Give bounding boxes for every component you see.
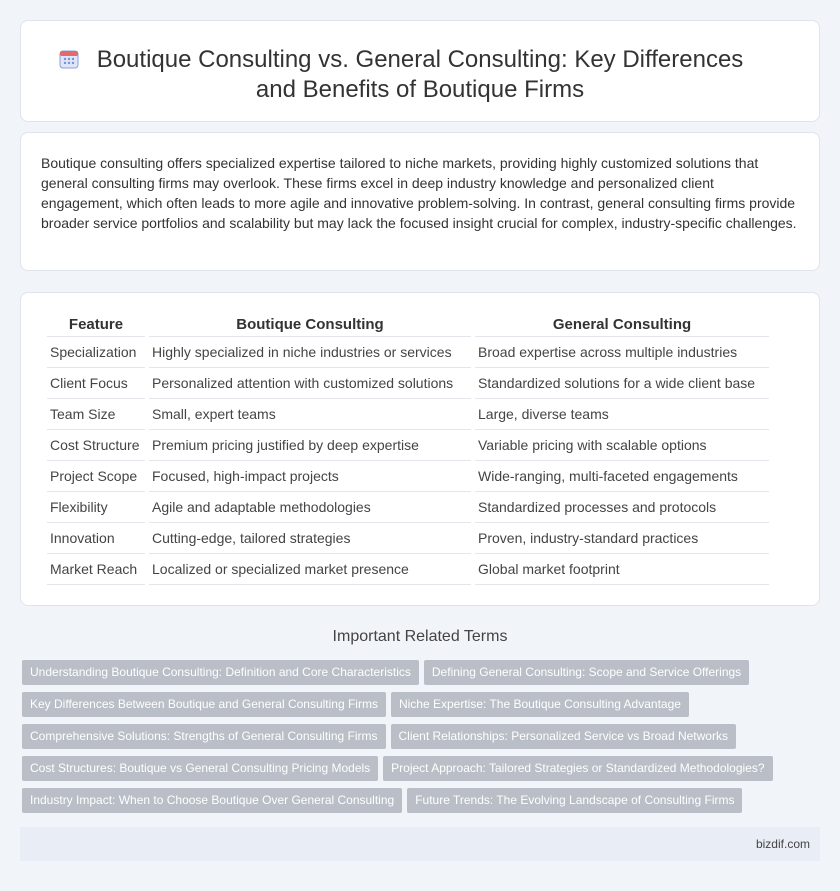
table-row <box>47 554 769 585</box>
footer-site-link[interactable]: bizdif.com <box>755 837 810 851</box>
table-cell: Agile and adaptable methodologies <box>149 492 471 523</box>
table-cell: Flexibility <box>47 492 145 523</box>
table-cell: Standardized processes and protocols <box>475 492 769 523</box>
table-cell: Personalized attention with customized solutions <box>149 368 471 399</box>
table-header-row <box>47 313 769 337</box>
related-terms-list <box>22 660 812 820</box>
related-term-link[interactable]: Niche Expertise: The Boutique Consulting Advantage <box>391 692 689 717</box>
related-term-link[interactable]: Industry Impact: When to Choose Boutique Over General Consulting <box>22 788 402 813</box>
table-row <box>47 523 769 554</box>
table-row <box>47 461 769 492</box>
comparison-card <box>20 292 820 606</box>
table-row <box>47 337 769 368</box>
table-row <box>47 492 769 523</box>
table-cell: Project Scope <box>47 461 145 492</box>
related-term-link[interactable]: Key Differences Between Boutique and General Consulting Firms <box>22 692 386 717</box>
header-card <box>20 20 820 122</box>
footer <box>20 827 820 861</box>
table-row <box>47 399 769 430</box>
table-cell: Client Focus <box>47 368 145 399</box>
page-title: Boutique Consulting vs. General Consulting: Key Differences and Benefits of Boutique Firms <box>96 46 744 103</box>
table-cell: Broad expertise across multiple industries <box>475 337 769 368</box>
table-cell: Proven, industry-standard practices <box>475 523 769 554</box>
related-term-link[interactable]: Defining General Consulting: Scope and Service Offerings <box>424 660 749 685</box>
table-cell: Global market footprint <box>475 554 769 585</box>
table-cell: Focused, high-impact projects <box>149 461 471 492</box>
related-term-link[interactable]: Project Approach: Tailored Strategies or Standardized Methodologies? <box>383 756 772 781</box>
related-term-link[interactable]: Comprehensive Solutions: Strengths of General Consulting Firms <box>22 724 386 749</box>
related-term-link[interactable]: Cost Structures: Boutique vs General Consulting Pricing Models <box>22 756 378 781</box>
table-cell: Localized or specialized market presence <box>149 554 471 585</box>
table-cell: Innovation <box>47 523 145 554</box>
related-term-link[interactable]: Future Trends: The Evolving Landscape of Consulting Firms <box>407 788 742 813</box>
table-row <box>47 430 769 461</box>
column-header-feature: Feature <box>47 313 145 337</box>
table-cell: Highly specialized in niche industries or services <box>149 337 471 368</box>
column-header-boutique: Boutique Consulting <box>149 313 471 337</box>
comparison-table <box>43 313 773 585</box>
table-cell: Small, expert teams <box>149 399 471 430</box>
intro-card <box>20 132 820 271</box>
related-term-link[interactable]: Client Relationships: Personalized Service vs Broad Networks <box>391 724 736 749</box>
table-cell: Premium pricing justified by deep expertise <box>149 430 471 461</box>
related-terms-heading: Important Related Terms <box>332 628 508 645</box>
table-cell: Cost Structure <box>47 430 145 461</box>
table-cell: Variable pricing with scalable options <box>475 430 769 461</box>
table-cell: Standardized solutions for a wide client base <box>475 368 769 399</box>
related-term-link[interactable]: Understanding Boutique Consulting: Definition and Core Characteristics <box>22 660 419 685</box>
intro-text: Boutique consulting offers specialized expertise tailored to niche markets, providing highly customized solutions that general consulting firms may overlook. These firms excel in deep industry knowledge and personalized client engagement, which often leads to more agile and innovative problem-solving. In contrast, general consulting firms provide broader service portfolios and scalability but may lack the focused insight crucial for complex, industry-specific challenges. <box>41 155 797 231</box>
table-cell: Cutting-edge, tailored strategies <box>149 523 471 554</box>
table-cell: Large, diverse teams <box>475 399 769 430</box>
table-row <box>47 368 769 399</box>
table-cell: Team Size <box>47 399 145 430</box>
table-cell: Market Reach <box>47 554 145 585</box>
table-cell: Wide-ranging, multi-faceted engagements <box>475 461 769 492</box>
table-cell: Specialization <box>47 337 145 368</box>
column-header-general: General Consulting <box>475 313 769 337</box>
